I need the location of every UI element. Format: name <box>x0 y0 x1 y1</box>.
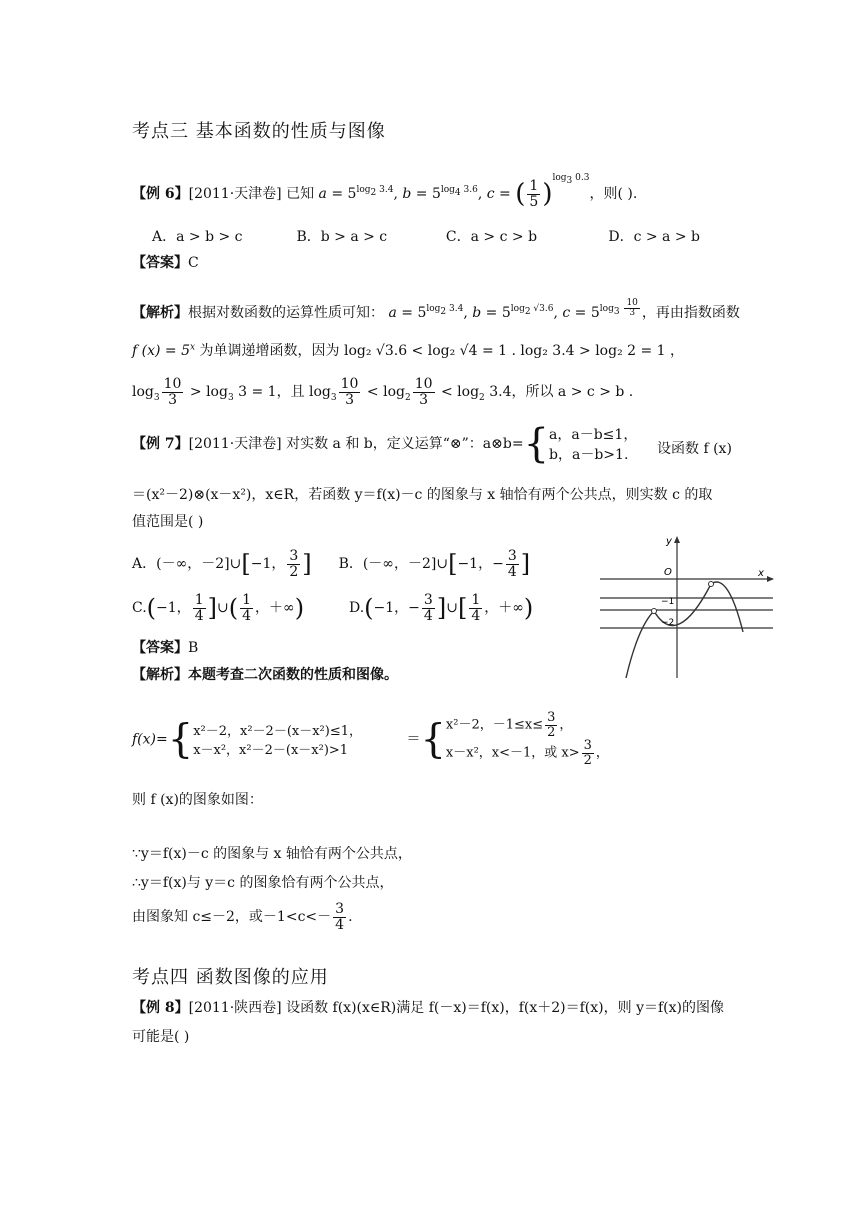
left-branch <box>626 611 654 678</box>
example-7-options-ab: A．(－∞，－2]∪[−1， $\frac{3}{2}$ ] B．(－∞，－2]∪[−1，− $\frac{3}{4}$ ] <box>132 548 531 580</box>
section-heading-3: 考点三 基本函数的性质与图像 <box>132 121 386 142</box>
example-7-stem-1: 【例 7】[2011·天津卷] 对实数 a 和 b，定义运算“⊗”：a⊗b={ a，a－b≤1， b，a－b>1. <box>132 421 638 467</box>
function-graph <box>598 532 778 680</box>
example-8-stem-2: 可能是( ) <box>132 1029 190 1045</box>
example-7-because: ∵y＝f(x)－c 的图象与 x 轴恰有两个公共点， <box>132 846 412 862</box>
section-heading-4: 考点四 函数图像的应用 <box>132 967 329 988</box>
example-6-analysis-1: 【解析】根据对数函数的运算性质可知： $a = 5^{log_2 3.4}$, $b = 5^{log_2 √3.6}$, $c = 5^{log_3 \frac{10}{3}}$ ，再由指数函数 <box>132 298 740 322</box>
example-source: [2011·天津卷] <box>188 186 282 202</box>
svg-text:−2: −2 <box>661 618 675 628</box>
example-7-piecewise: f(x)={ x²－2，x²－2－(x－x²)≤1， x－x²，x²－2－(x－x²)>1 ＝{ x²－2，－1≤x≤ $\frac{3}{2}$ ， x－x²，x<－1，或 x> $\frac{3}{2}$ ， <box>132 710 609 768</box>
example-7-stem-1b: 设函数 f (x) <box>657 441 732 457</box>
option-a: A．a > b > c <box>152 229 243 245</box>
example-6-options <box>152 226 700 246</box>
example-7-therefore: ∴y＝f(x)与 y＝c 的图象恰有两个公共点， <box>132 875 394 891</box>
example-7-options-cd: C.(−1， $\frac{1}{4}$ ]∪( $\frac{1}{4}$ ，＋∞) D.(−1，− $\frac{3}{4}$ ]∪[ $\frac{1}{4}$ ，＋∞) <box>132 592 534 624</box>
svg-text:O: O <box>664 567 672 578</box>
example-8-stem-1: 【例 8】[2011·陕西卷] 设函数 f(x)(x∈R)满足 f(－x)＝f(x)，f(x＋2)＝f(x)，则 y＝f(x)的图像 <box>132 1000 724 1016</box>
option-d: D. <box>348 600 365 617</box>
option-c: C．a > c > b <box>445 229 538 245</box>
option-a: A．(－∞，－2]∪ <box>132 556 242 573</box>
example-6-answer: 【答案】C <box>132 255 199 271</box>
right-branch <box>711 582 743 632</box>
svg-text:x: x <box>758 568 764 579</box>
example-7-analysis-title: 【解析】本题考查二次函数的性质和图像。 <box>132 667 398 683</box>
option-b: B．(－∞，－2]∪ <box>338 556 449 573</box>
example-7-stem-2: ＝(x²－2)⊗(x－x²)，x∈R，若函数 y＝f(x)－c 的图象与 x 轴恰有两个公共点，则实数 c 的取 <box>132 487 713 503</box>
svg-text:y: y <box>666 536 672 547</box>
example-7-conclusion: 由图象知 c≤－2，或－1<c<－ $\frac{3}{4}$ . <box>132 901 353 933</box>
example-7-graph-note: 则 f (x)的图象如图： <box>132 792 263 808</box>
example-7-answer: 【答案】B <box>132 640 199 656</box>
open-point-left <box>652 609 657 614</box>
open-point-right <box>709 582 714 587</box>
option-c: C. <box>132 600 147 617</box>
option-d: D．c > a > b <box>608 229 700 245</box>
example-6-analysis-3: $\log_3$ $\frac{10}{3}$ > $\log_3 3 = 1$，且 $\log_3$ $\frac{10}{3}$ < $\log_2$ $\frac{10}{3}$ < $\log_2 3.4$，所以 a > c > b . <box>132 376 634 408</box>
example-tag: 【例 6】 <box>132 186 189 202</box>
svg-text:−1: −1 <box>661 597 675 607</box>
option-b: B．b > a > c <box>296 229 388 245</box>
example-6-analysis-2: f $(x) = 5^x$ 为单调递增函数，因为 log₂ √3.6 < log₂ √4 = 1 . log₂ 3.4 > log₂ 2 = 1 ， <box>132 342 685 359</box>
example-6-stem: 【例 6】[2011·天津卷] 已知 $a = 5^{log_2 3.4}$, $b = 5^{log_4 3.6}$, c = ( $\frac{1}{5}$ )$^{log_3 0.3}$，则( ). <box>132 173 638 210</box>
example-7-stem-3: 值范围是( ) <box>132 514 204 530</box>
